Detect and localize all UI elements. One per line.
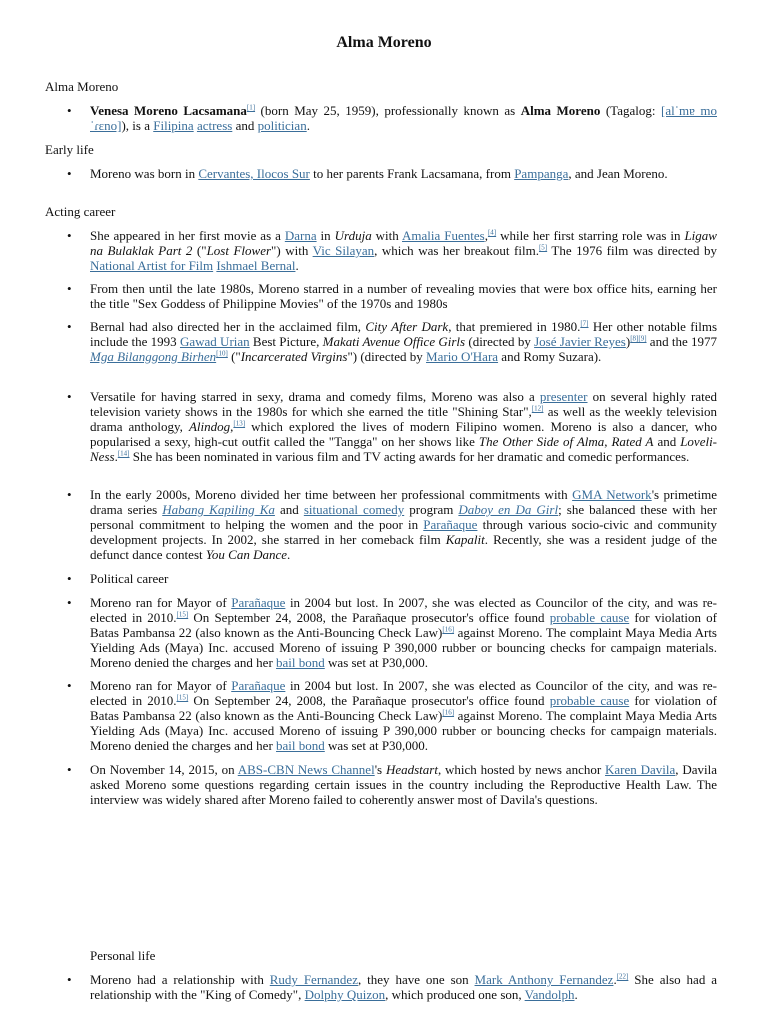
text-run: on several highly rated television variety shows in the 1980s for which she earned the title "Shining Star", <box>90 389 718 419</box>
wiki-link[interactable]: Parañaque <box>231 595 286 610</box>
wiki-link[interactable]: Parañaque <box>231 678 286 693</box>
text-run: , which was her breakout film. <box>374 243 539 258</box>
wiki-link[interactable]: Daboy en Da Girl <box>458 502 559 517</box>
citation-link[interactable]: [7] <box>580 319 589 328</box>
bullet: • <box>67 571 72 586</box>
wiki-link[interactable]: presenter <box>539 389 588 404</box>
wiki-link[interactable]: Gawad Urian <box>179 334 250 349</box>
wiki-link[interactable]: Dolphy Quizon <box>304 987 386 1002</box>
citation-link[interactable]: [13] <box>233 419 246 428</box>
citation-link[interactable]: [15] <box>176 610 189 619</box>
wiki-link[interactable]: Mario O'Hara <box>426 349 499 364</box>
text-run: and <box>274 502 304 517</box>
citation-link[interactable]: [1] <box>246 103 256 112</box>
text-run: and Romy Suzara). <box>498 349 602 364</box>
paragraph-political-career-heading <box>90 571 717 586</box>
text-run: From then until the late 1980s, Moreno starred in a number of revealing movies that were box office hits, earning her the title "Sex Goddess of Philippine Movies" of the 1970s and 1980s <box>90 281 717 311</box>
wiki-link[interactable]: National Artist for Film <box>90 258 214 273</box>
text-run: , which produced one son, <box>385 987 525 1002</box>
bullet: • <box>67 103 72 118</box>
text-run: was set at P30,000. <box>324 738 429 753</box>
text-run: and <box>232 118 258 133</box>
paragraph-first-movie <box>90 228 717 273</box>
text-run: Rated A <box>611 434 654 449</box>
text-run: . <box>574 987 578 1002</box>
text-run: in <box>316 228 335 243</box>
text-run: Personal life <box>90 948 156 963</box>
text-run: Ligaw na Bulaklak Part 2 <box>90 228 717 258</box>
text-run: Her other notable films include the 1993 <box>90 319 718 349</box>
bullet: • <box>67 228 72 243</box>
wiki-link[interactable]: situational comedy <box>303 502 405 517</box>
text-run: 's primetime drama series <box>90 487 717 517</box>
wiki-link[interactable]: probable cause <box>549 693 630 708</box>
text-run: ; she balanced these with her personal commitment to helping the women and the poor in <box>90 502 717 532</box>
text-run: On September 24, 2008, the Parañaque prosecutor's office found <box>188 610 550 625</box>
wiki-link[interactable]: bail bond <box>276 655 325 670</box>
bullet: • <box>67 166 72 181</box>
paragraph-headstart-interview <box>90 762 717 807</box>
citation-link[interactable]: [14] <box>117 449 130 458</box>
text-run: Best Picture, <box>249 334 323 349</box>
bullet: • <box>67 762 72 777</box>
citation-link[interactable]: [8][9] <box>630 334 647 343</box>
wiki-link[interactable]: politician <box>257 118 307 133</box>
text-run: The Other Side of Alma <box>478 434 605 449</box>
text-run: . Recently, she was a resident judge of the defunct dance contest <box>90 532 717 562</box>
text-run: Headstart <box>385 762 438 777</box>
citation-link[interactable]: [16] <box>442 625 455 634</box>
text-run: You Can Dance <box>205 547 288 562</box>
text-run: was set at P30,000. <box>324 655 429 670</box>
bullet: • <box>67 281 72 296</box>
text-run: for violation of Batas Pambansa 22 (also known as the Anti-Bouncing Check Law) <box>90 610 717 640</box>
text-run: ) <box>625 334 631 349</box>
bullet: • <box>67 678 72 693</box>
text-run: and <box>653 434 681 449</box>
wiki-link[interactable]: actress <box>196 118 233 133</box>
text-run: and the 1977 <box>646 334 717 349</box>
wiki-link[interactable]: Filipina <box>153 118 194 133</box>
paragraph-sex-goddess <box>90 281 717 311</box>
text-run: Moreno ran for Mayor of <box>90 678 232 693</box>
wiki-link[interactable]: José Javier Reyes <box>534 334 626 349</box>
text-run: with <box>371 228 403 243</box>
wiki-link[interactable]: [alˈmɐ moˈɾɛno] <box>90 103 718 133</box>
bullet: • <box>67 972 72 987</box>
citation-link[interactable]: [12] <box>531 404 544 413</box>
text-run: , they have one son <box>357 972 475 987</box>
wiki-link[interactable]: probable cause <box>549 610 630 625</box>
text-run: , <box>230 419 234 434</box>
text-run: which explored the lives of modern Filipino women. Moreno is also a dancer, who popularised a sexy, high-cut outfit called the "Tangga" on her shows like <box>90 419 717 449</box>
text-run: for violation of Batas Pambansa 22 (also known as the Anti-Bouncing Check Law) <box>90 693 717 723</box>
wiki-link[interactable]: Darna <box>284 228 317 243</box>
text-run: ") with <box>271 243 313 258</box>
text-run: to her parents Frank Lacsamana, from <box>309 166 515 181</box>
text-run: City After Dark <box>365 319 449 334</box>
text-run: Versatile for having starred in sexy, drama and comedy films, Moreno was also a <box>90 389 540 404</box>
text-run: in 2004 but lost. In 2007, she was elected as Councilor of the city, and was re-elected in 2010. <box>90 595 717 625</box>
text-run: ), is a <box>121 118 154 133</box>
wiki-link[interactable]: Parañaque <box>423 517 478 532</box>
text-run: against Moreno. The complaint Maya Media Arts Yielding Ads (Maya) Inc. accused Moreno of issuing P 390,000 rubber or bouncing checks for campaign materials. Moreno denied the charges and her <box>90 625 717 670</box>
section-heading-early-life: Early life <box>45 142 94 157</box>
citation-link[interactable]: [4] <box>487 228 497 237</box>
citation-link[interactable]: [16] <box>442 708 455 717</box>
wiki-link[interactable]: Vic Silayan <box>312 243 375 258</box>
text-run: (" <box>192 243 207 258</box>
text-run: , Davila asked Moreno some questions regarding certain issues in the country including the Reproductive Health Law. The interview was widely shared after Moreno failed to coherently answer most of Davila's questions. <box>90 762 718 807</box>
wiki-link[interactable]: Karen Davila <box>605 762 676 777</box>
citation-link[interactable]: [15] <box>176 693 189 702</box>
wiki-link[interactable]: Mark Anthony Fernandez <box>474 972 614 987</box>
bullet: • <box>67 389 72 404</box>
text-run: On November 14, 2015, on <box>90 762 238 777</box>
page-title: Alma Moreno <box>336 34 432 51</box>
text-run: She has been nominated in various film and TV acting awards for her dramatic and comedic performances. <box>129 449 690 464</box>
paragraph-versatile <box>90 389 717 464</box>
citation-link[interactable]: [22] <box>616 972 629 981</box>
text-run: , which hosted by news anchor <box>437 762 606 777</box>
text-run: Moreno had a relationship with <box>90 972 270 987</box>
text-run: (Tagalog: <box>600 103 661 118</box>
paragraph-intro <box>90 103 717 133</box>
text-run: Venesa Moreno Lacsamana <box>90 103 247 118</box>
text-run: in 2004 but lost. In 2007, she was elected as Councilor of the city, and was re-elected in 2010. <box>90 678 717 708</box>
text-run: . <box>306 118 310 133</box>
text-run: , <box>484 228 488 243</box>
text-run: (born May 25, 1959), professionally known as <box>255 103 521 118</box>
text-run: , <box>604 434 612 449</box>
section-heading-acting-career: Acting career <box>45 204 116 219</box>
text-run: (" <box>227 349 241 364</box>
text-run: Moreno ran for Mayor of <box>90 595 232 610</box>
wiki-link[interactable]: Mga Bilanggong Birhen <box>90 349 217 364</box>
text-run: (directed by <box>465 334 535 349</box>
text-run: Makati Avenue Office Girls <box>322 334 466 349</box>
wiki-link[interactable]: ABS-CBN News Channel <box>237 762 375 777</box>
text-run: 's <box>374 762 386 777</box>
text-run: program <box>404 502 459 517</box>
wiki-link[interactable]: Habang Kapiling Ka <box>162 502 275 517</box>
text-run: . <box>287 547 291 562</box>
text-run: Kapalit <box>445 532 485 547</box>
text-run: , and Jean Moreno. <box>568 166 668 181</box>
bullet: • <box>67 595 72 610</box>
text-run: while her first starring role was in <box>496 228 685 243</box>
text-run: through various socio-civic and community development projects. In 2002, she starred in her comeback film <box>90 517 717 547</box>
paragraph-personal-life-heading <box>90 948 717 963</box>
text-run: She appeared in her first movie as a <box>90 228 285 243</box>
text-run: Alindog <box>188 419 231 434</box>
text-run: She also had a relationship with the "King of Comedy", <box>90 972 717 1002</box>
bullet: • <box>67 487 72 502</box>
text-run: Urduja <box>334 228 372 243</box>
text-run: . <box>114 449 118 464</box>
text-run: ") (directed by <box>347 349 427 364</box>
paragraph-bernal <box>90 319 717 364</box>
text-run: In the early 2000s, Moreno divided her time between her professional commitments with <box>90 487 573 502</box>
wiki-link[interactable]: Ishmael Bernal <box>216 258 296 273</box>
text-run: as well as the weekly television drama anthology, <box>90 404 717 434</box>
text-run: . <box>295 258 299 273</box>
wiki-link[interactable]: Rudy Fernandez <box>269 972 358 987</box>
text-run: Incarcerated Virgins <box>240 349 348 364</box>
wiki-link[interactable]: Amalia Fuentes <box>402 228 485 243</box>
text-run: Political career <box>90 571 169 586</box>
wiki-link[interactable]: bail bond <box>276 738 325 753</box>
text-run: Lost Flower <box>206 243 272 258</box>
bullet: • <box>67 319 72 334</box>
wiki-link[interactable]: GMA Network <box>572 487 652 502</box>
wiki-link[interactable]: Vandolph <box>524 987 575 1002</box>
citation-link[interactable]: [10] <box>216 349 228 358</box>
text-run: . <box>613 972 617 987</box>
citation-link[interactable]: [5] <box>538 243 548 252</box>
text-run: , that premiered in 1980. <box>448 319 581 334</box>
text-run: Alma Moreno <box>520 103 601 118</box>
paragraph-relationships <box>90 972 717 1002</box>
paragraph-mayor-run-duplicate <box>90 678 717 753</box>
text-run: Bernal had also directed her in the acclaimed film, <box>90 319 366 334</box>
text-run: against Moreno. The complaint Maya Media Arts Yielding Ads (Maya) Inc. accused Moreno of issuing P 390,000 rubber or bouncing checks for campaign materials. Moreno denied the charges and her <box>90 708 717 753</box>
wiki-link[interactable]: Cervantes, Ilocos Sur <box>198 166 310 181</box>
paragraph-mayor-run <box>90 595 717 670</box>
text-run: Moreno was born in <box>90 166 199 181</box>
wiki-link[interactable]: Pampanga <box>514 166 569 181</box>
paragraph-early-2000s <box>90 487 717 562</box>
paragraph-early-life <box>90 166 717 181</box>
section-heading-intro: Alma Moreno <box>45 79 119 94</box>
text-run: On September 24, 2008, the Parañaque prosecutor's office found <box>188 693 550 708</box>
text-run: Loveli-Ness <box>90 434 718 464</box>
text-run: The 1976 film was directed by <box>547 243 717 258</box>
